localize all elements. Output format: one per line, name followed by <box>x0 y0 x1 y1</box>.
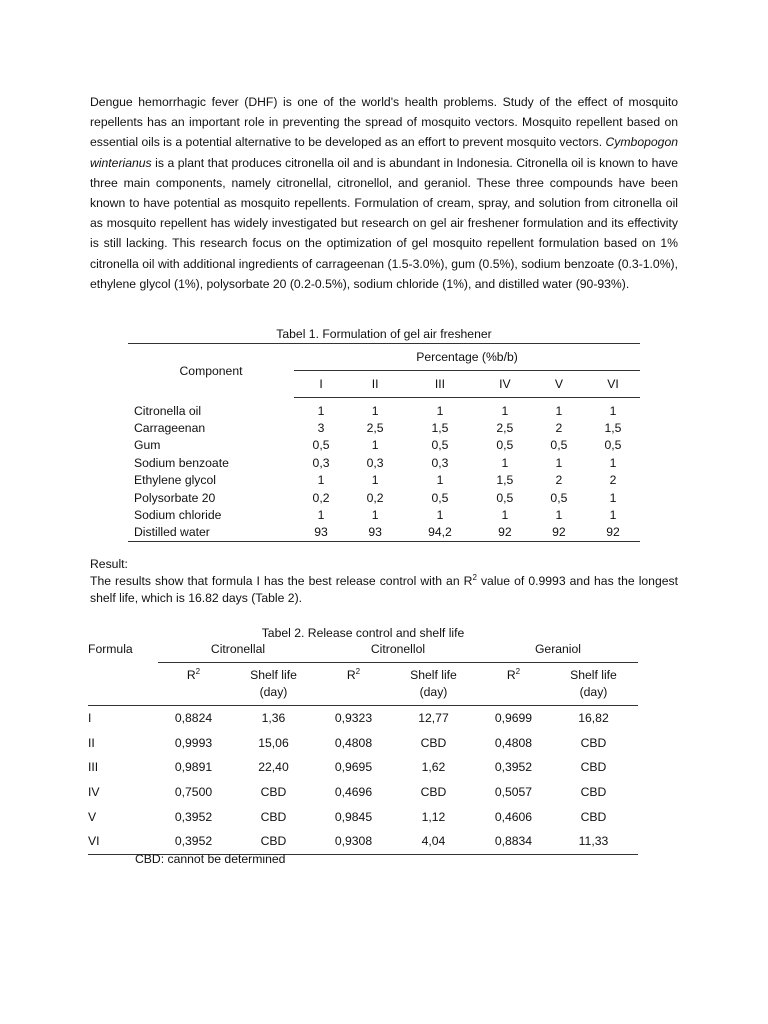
table1-value-cell: 1 <box>501 508 509 523</box>
table1-col-header: I <box>294 371 348 398</box>
table1-value-cell: 0,3 <box>431 455 449 470</box>
table1-row <box>128 489 640 506</box>
table2-shelf-header: Shelf life (day) <box>549 663 638 706</box>
table1-component-cell: Carrageenan <box>134 421 206 436</box>
table1-component-cell: Sodium chloride <box>134 508 222 523</box>
table1-value-cell: 3 <box>317 421 325 436</box>
table1-value-cell: 1 <box>371 403 379 418</box>
table1 <box>128 343 640 542</box>
table1-component-cell: Distilled water <box>128 524 294 542</box>
table1-value-cell: 2,5 <box>496 421 514 436</box>
table2-group-header: Citronellal <box>158 642 318 663</box>
table2-value-cell: CBD <box>420 735 447 750</box>
table1-component-cell: Polysorbate 20 <box>134 490 216 505</box>
table2-value-cell: 0,4808 <box>494 735 533 750</box>
table1-value-cell: 2,5 <box>366 421 384 436</box>
table2-value-cell: 11,33 <box>549 829 638 854</box>
table2-value-cell: 1,62 <box>421 760 446 775</box>
table1-value-cell: 2 <box>609 473 617 488</box>
table2-value-cell: 1,12 <box>421 809 446 824</box>
table1-component-cell: Citronella oil <box>134 403 202 418</box>
table2-value-cell: 1,36 <box>261 711 286 726</box>
table1-value-cell: 92 <box>532 524 586 542</box>
table2-value-cell: 0,9845 <box>334 809 373 824</box>
table1-value-cell: 1 <box>501 455 509 470</box>
table2-value-cell: 4,04 <box>389 829 478 854</box>
table1-value-cell: 1 <box>371 473 379 488</box>
table2-value-cell: CBD <box>580 785 607 800</box>
table1-value-cell: 94,2 <box>402 524 478 542</box>
table2-value-cell: 0,5057 <box>494 785 533 800</box>
table1-col-header: III <box>402 371 478 398</box>
table1-row <box>128 506 640 523</box>
table2-row <box>88 731 638 756</box>
table2-row <box>88 706 638 731</box>
intro-text-1: Dengue hemorrhagic fever (DHF) is one of the world's health problems. Study of the effect of mosquito repellents has an important role in preventing the spread of mosquito vectors. Mosquito repellent based on essential oils is a potential alternative to be developed as an effort to prevent mosquito vectors. <box>90 95 678 150</box>
table2-group-header: Geraniol <box>478 642 638 663</box>
table2-row <box>88 829 638 854</box>
table1-col-header: VI <box>586 371 640 398</box>
table1-value-cell: 1,5 <box>431 421 449 436</box>
table2 <box>88 642 638 855</box>
table1-row <box>128 402 640 419</box>
table1-col-header: IV <box>478 371 532 398</box>
result-text: The results show that formula I has the best release control with an $R^2$ value of 0.9993 and has the longest shelf life, which is 16.82 days (Table 2). <box>90 572 678 605</box>
table1-value-cell: 0,2 <box>366 490 384 505</box>
table1-value-cell: 0,5 <box>496 490 514 505</box>
table2-formula-header: Formula <box>88 642 133 656</box>
table1-value-cell: 1 <box>436 403 444 418</box>
table2-value-cell: 0,4808 <box>334 735 373 750</box>
table2-footnote: CBD: cannot be determined <box>135 852 286 866</box>
table1-value-cell: 1 <box>555 403 563 418</box>
table1-col-header: V <box>532 371 586 398</box>
table1-value-cell: 92 <box>586 524 640 542</box>
table1-value-cell: 1 <box>371 438 379 453</box>
table1-value-cell: 2 <box>555 473 563 488</box>
table2-value-cell: CBD <box>580 760 607 775</box>
table1-value-cell: 1 <box>609 508 617 523</box>
table1-value-cell: 0,5 <box>550 490 568 505</box>
table2-value-cell: 0,9308 <box>318 829 389 854</box>
table2-value-cell: 12,77 <box>418 711 449 726</box>
table2-value-cell: 0,3952 <box>158 829 229 854</box>
table2-formula-cell: V <box>88 809 97 824</box>
table2-r2-header: $R^2$ <box>318 663 389 706</box>
table2-formula-cell: VI <box>88 829 158 854</box>
table2-value-cell: 0,8834 <box>478 829 549 854</box>
table1-component-cell: Ethylene glycol <box>134 473 216 488</box>
table1-value-cell: 1 <box>371 508 379 523</box>
table1-value-cell: 0,3 <box>312 455 330 470</box>
table1-value-cell: 0,5 <box>431 490 449 505</box>
table1-value-cell: 1 <box>436 473 444 488</box>
table1-value-cell: 1 <box>609 490 617 505</box>
table1-value-cell: 0,5 <box>431 438 449 453</box>
table2-formula-cell: II <box>88 735 95 750</box>
table1-value-cell: 0,2 <box>312 490 330 505</box>
table1-value-cell: 1 <box>609 455 617 470</box>
table2-formula-cell: I <box>88 711 92 726</box>
table1-value-cell: 1 <box>317 403 325 418</box>
table1-value-cell: 0,3 <box>366 455 384 470</box>
table1-percentage-header: Percentage (%b/b) <box>294 344 640 371</box>
table2-value-cell: 0,7500 <box>174 785 213 800</box>
species-name: Cymbopogon winterianus <box>90 135 678 170</box>
table1-value-cell: 93 <box>348 524 402 542</box>
table2-value-cell: CBD <box>580 735 607 750</box>
intro-text-2: is a plant that produces citronella oil and is abundant in Indonesia. Citronella oil is known to have three main components, namely citronellal, citronellol, and geraniol. These three compounds have been known to have potential as mosquito repellents. Formulation of cream, spray, and solution from citronella oil as mosquito repellent has widely investigated but research on gel air freshener formulation and its effectivity is still lacking. This research focus on the optimization of gel mosquito repellent formulation based on 1% citronella oil with additional ingredients of carrageenan (1.5-3.0%), gum (0.5%), sodium benzoate (0.3-1.0%), ethylene glycol (1%), polysorbate 20 (0.2-0.5%), sodium chloride (1%), and distilled water (90-93%). <box>90 155 678 291</box>
table1-row <box>128 454 640 471</box>
table2-row <box>88 755 638 780</box>
table1-value-cell: 1 <box>317 473 325 488</box>
table1-value-cell: 1 <box>501 403 509 418</box>
intro-paragraph <box>90 92 678 294</box>
result-heading: Result: <box>90 557 128 571</box>
table2-value-cell: 0,3952 <box>494 760 533 775</box>
table2-value-cell: 15,06 <box>258 735 289 750</box>
table2-r2-header: $R^2$ <box>478 663 549 706</box>
table1-value-cell: 1 <box>609 403 617 418</box>
table2-value-cell: 0,9699 <box>494 711 533 726</box>
table2-formula-cell: IV <box>88 785 100 800</box>
table2-r2-header: $R^2$ <box>158 663 229 706</box>
table1-component-cell: Gum <box>134 438 161 453</box>
table2-value-cell: CBD <box>420 785 447 800</box>
table1-value-cell: 0,5 <box>604 438 622 453</box>
result-section <box>90 556 678 607</box>
table2-value-cell: 22,40 <box>258 760 289 775</box>
table1-value-cell: 1 <box>436 508 444 523</box>
table2-value-cell: 0,9993 <box>174 735 213 750</box>
table1-row <box>128 524 640 542</box>
table2-shelf-header: Shelf life (day) <box>389 663 478 706</box>
table2-value-cell: 0,9323 <box>334 711 373 726</box>
table1-value-cell: 1,5 <box>604 421 622 436</box>
table1-value-cell: 0,5 <box>496 438 514 453</box>
table1-row <box>128 437 640 454</box>
table1-row <box>128 419 640 436</box>
table1-value-cell: 1 <box>555 508 563 523</box>
table2-row <box>88 804 638 829</box>
table2-value-cell: 0,9695 <box>334 760 373 775</box>
table2-group-header: Citronellol <box>318 642 478 663</box>
table1-col-header: II <box>348 371 402 398</box>
table1-value-cell: 1,5 <box>496 473 514 488</box>
table1-component-header: Component <box>128 344 294 398</box>
table2-value-cell: 0,4696 <box>334 785 373 800</box>
table2-value-cell: 0,8824 <box>174 711 213 726</box>
table1-caption: Tabel 1. Formulation of gel air freshener <box>276 327 492 341</box>
table2-value-cell: 0,4606 <box>494 809 533 824</box>
table2-shelf-header: Shelf life (day) <box>229 663 318 706</box>
table1-value-cell: 2 <box>555 421 563 436</box>
table2-value-cell: 0,3952 <box>174 809 213 824</box>
table1-value-cell: 1 <box>555 455 563 470</box>
table2-formula-cell: III <box>88 760 99 775</box>
table1-row <box>128 472 640 489</box>
table2-value-cell: 0,9891 <box>174 760 213 775</box>
table1-value-cell: 92 <box>478 524 532 542</box>
table1-value-cell: 93 <box>294 524 348 542</box>
table1-value-cell: 0,5 <box>550 438 568 453</box>
table2-value-cell: CBD <box>580 809 607 824</box>
table1-component-cell: Sodium benzoate <box>134 455 229 470</box>
table2-value-cell: CBD <box>229 829 318 854</box>
table1-value-cell: 0,5 <box>312 438 330 453</box>
table2-caption: Tabel 2. Release control and shelf life <box>261 626 465 640</box>
table1-value-cell: 1 <box>317 508 325 523</box>
table2-row <box>88 780 638 805</box>
table2-value-cell: CBD <box>260 785 287 800</box>
table2-value-cell: 16,82 <box>578 711 609 726</box>
table2-value-cell: CBD <box>260 809 287 824</box>
